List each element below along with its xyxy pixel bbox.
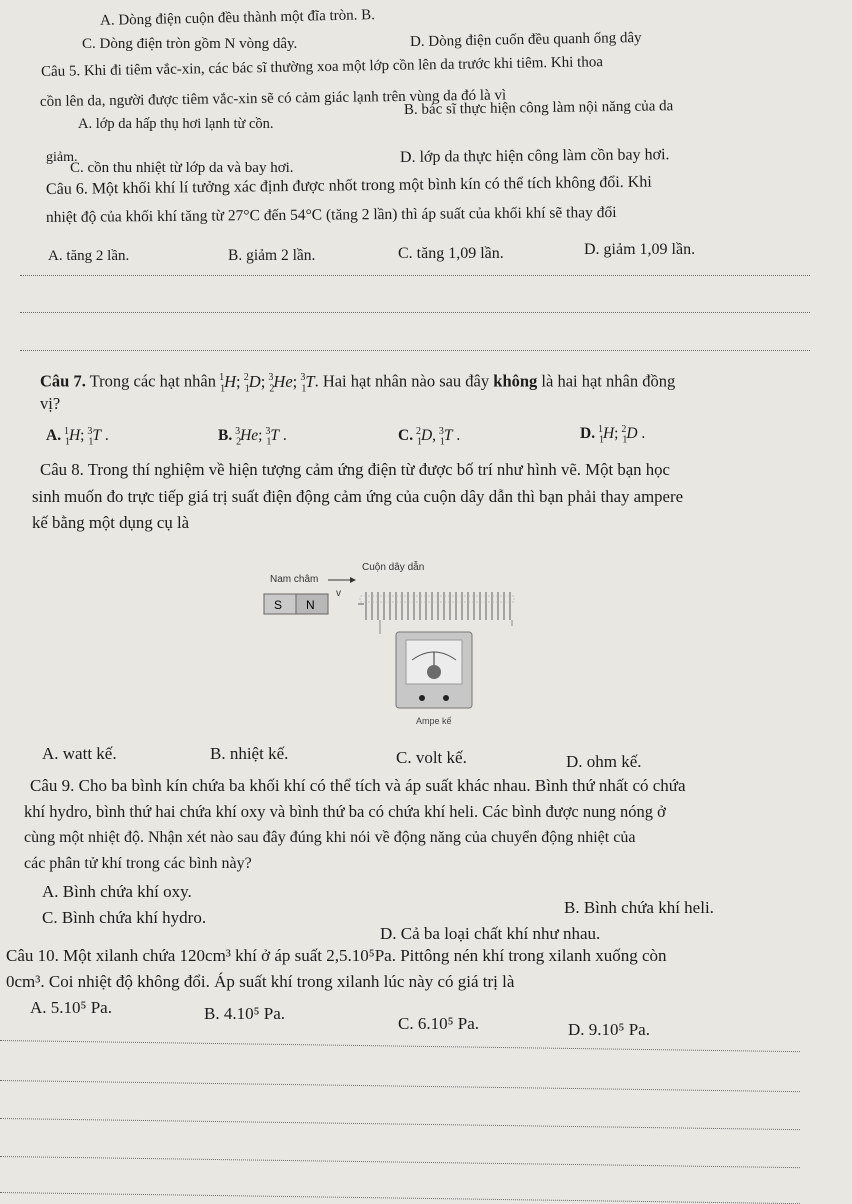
answer-line	[20, 350, 810, 351]
q6-option-d: D. giảm 1,09 lần.	[584, 241, 696, 258]
q9-option-d: D. Cả ba loại chất khí như nhau.	[380, 924, 601, 943]
q8-option-b: B. nhiệt kế.	[210, 744, 289, 763]
q4-option-c: C. Dòng điện tròn gồm N vòng dây.	[82, 36, 298, 52]
q7-option-a: A. $_1^1$H; $_1^3$T .	[46, 426, 109, 448]
q8-option-d: D. ohm kế.	[566, 752, 642, 771]
q7-text-b: . Hai hạt nhân nào sau đây	[314, 371, 490, 391]
q9-option-b: B. Bình chứa khí heli.	[564, 898, 714, 917]
magnet-s-label: S	[274, 598, 283, 612]
q7-text-c: là hai hạt nhân đồng	[541, 371, 676, 391]
answer-line	[0, 1118, 800, 1130]
velocity-label: v	[336, 588, 341, 599]
q7-option-c: C. $_1^2$D, $_1^3$T .	[398, 426, 461, 448]
q10-option-b: B. 4.10⁵ Pa.	[204, 1004, 286, 1023]
q9-stem-line4: các phân tử khí trong các bình này?	[24, 855, 252, 872]
q9-option-c: C. Bình chứa khí hydro.	[42, 908, 207, 927]
q6-option-a: A. tăng 2 lần.	[48, 248, 130, 264]
q5-stem-line1: Câu 5. Khi đi tiêm vắc-xin, các bác sĩ thường xoa một lớp cồn lên da trước khi tiêm. Khi thoa	[40, 54, 604, 80]
q5-option-a: A. lớp da hấp thụ hơi lạnh từ cồn.	[78, 116, 274, 132]
q7-text-a: Trong các hạt nhân	[89, 371, 216, 391]
q10-stem-line1: Câu 10. Một xilanh chứa 120cm³ khí ở áp suất 2,5.10⁵Pa. Pittông nén khí trong xilanh xuống còn	[6, 946, 667, 965]
q8-stem-line1: Câu 8. Trong thí nghiệm về hiện tượng cảm ứng điện từ được bố trí như hình vẽ. Một bạn học	[40, 460, 670, 479]
q5-giam: giảm.	[46, 150, 78, 165]
q7-label: Câu 7.	[40, 371, 86, 391]
answer-line	[0, 1156, 800, 1168]
q5-stem-line2: cồn lên da, người được tiêm vắc-xin sẽ có cảm giác lạnh trên vùng da đó là vì	[39, 87, 507, 110]
q7-nuclei-list: $_1^1$H; $_1^2$D; $_2^3$He; $_1^3$T	[219, 371, 315, 394]
answer-line	[0, 1192, 800, 1204]
q8-option-c: C. volt kế.	[396, 748, 467, 767]
answer-line	[20, 312, 810, 313]
q6-option-b: B. giảm 2 lần.	[228, 247, 316, 264]
answer-line	[0, 1080, 800, 1092]
q5-option-d: D. lớp da thực hiện công làm cồn bay hơi.	[399, 146, 670, 166]
q7-khong: không	[493, 371, 538, 391]
q10-option-a: A. 5.10⁵ Pa.	[30, 998, 112, 1017]
q8-option-a: A. watt kế.	[42, 744, 117, 763]
q7-stem-line1	[40, 368, 675, 399]
answer-line	[0, 1040, 800, 1052]
q9-option-a: A. Bình chứa khí oxy.	[42, 882, 192, 901]
q7-stem-line2: vị?	[40, 394, 61, 413]
magnet-n-label: N	[306, 598, 315, 612]
q4-option-a: A. Dòng điện cuộn đều thành một đĩa tròn. B.	[99, 7, 376, 29]
induction-figure	[262, 556, 522, 728]
q4-option-d: D. Dòng điện cuốn đều quanh ống dây	[409, 29, 642, 51]
q9-stem-line3: cùng một nhiệt độ. Nhận xét nào sau đây đúng khi nói về động năng của chuyển động nhiệt của	[24, 829, 636, 846]
magnet-label: Nam châm	[270, 574, 319, 585]
q8-stem-line2: sinh muốn đo trực tiếp giá trị suất điện động cảm ứng của cuộn dây dẫn thì bạn phải thay ampere	[32, 487, 684, 506]
q8-stem-line3: kế bằng một dụng cụ là	[32, 513, 190, 532]
q5-option-c: C. cồn thu nhiệt từ lớp da và bay hơi.	[70, 160, 294, 176]
q10-option-d: D. 9.10⁵ Pa.	[568, 1020, 650, 1039]
coil-label: Cuộn dây dẫn	[362, 562, 425, 573]
q7-option-b: B. $_2^3$He; $_1^3$T .	[218, 426, 287, 448]
q6-stem-line2: nhiệt độ của khối khí tăng từ 27°C đến 54°C (tăng 2 lần) thì áp suất của khối khí sẽ thay đổi	[45, 204, 617, 226]
q7-option-d: D. $_1^1$H; $_1^2$D .	[580, 424, 646, 446]
q5-option-b: B. bác sĩ thực hiện công làm nội năng của da	[403, 98, 674, 118]
ammeter-label: Ampe kế	[416, 716, 452, 726]
q9-stem-line1: Câu 9. Cho ba bình kín chứa ba khối khí có thể tích và áp suất khác nhau. Bình thứ nhất có chứa	[30, 776, 686, 795]
answer-line	[20, 275, 810, 276]
q6-stem-line1: Câu 6. Một khối khí lí tưởng xác định được nhốt trong một bình kín có thể tích không đổi. Khi	[45, 173, 652, 198]
q6-option-c: C. tăng 1,09 lần.	[398, 245, 504, 262]
q9-stem-line2: khí hydro, bình thứ hai chứa khí oxy và bình thứ ba có chứa khí heli. Các bình được nung nóng ở	[24, 802, 666, 821]
q10-option-c: C. 6.10⁵ Pa.	[398, 1014, 480, 1033]
q10-stem-line2: 0cm³. Coi nhiệt độ không đổi. Áp suất khí trong xilanh lúc này có giá trị là	[6, 972, 515, 991]
